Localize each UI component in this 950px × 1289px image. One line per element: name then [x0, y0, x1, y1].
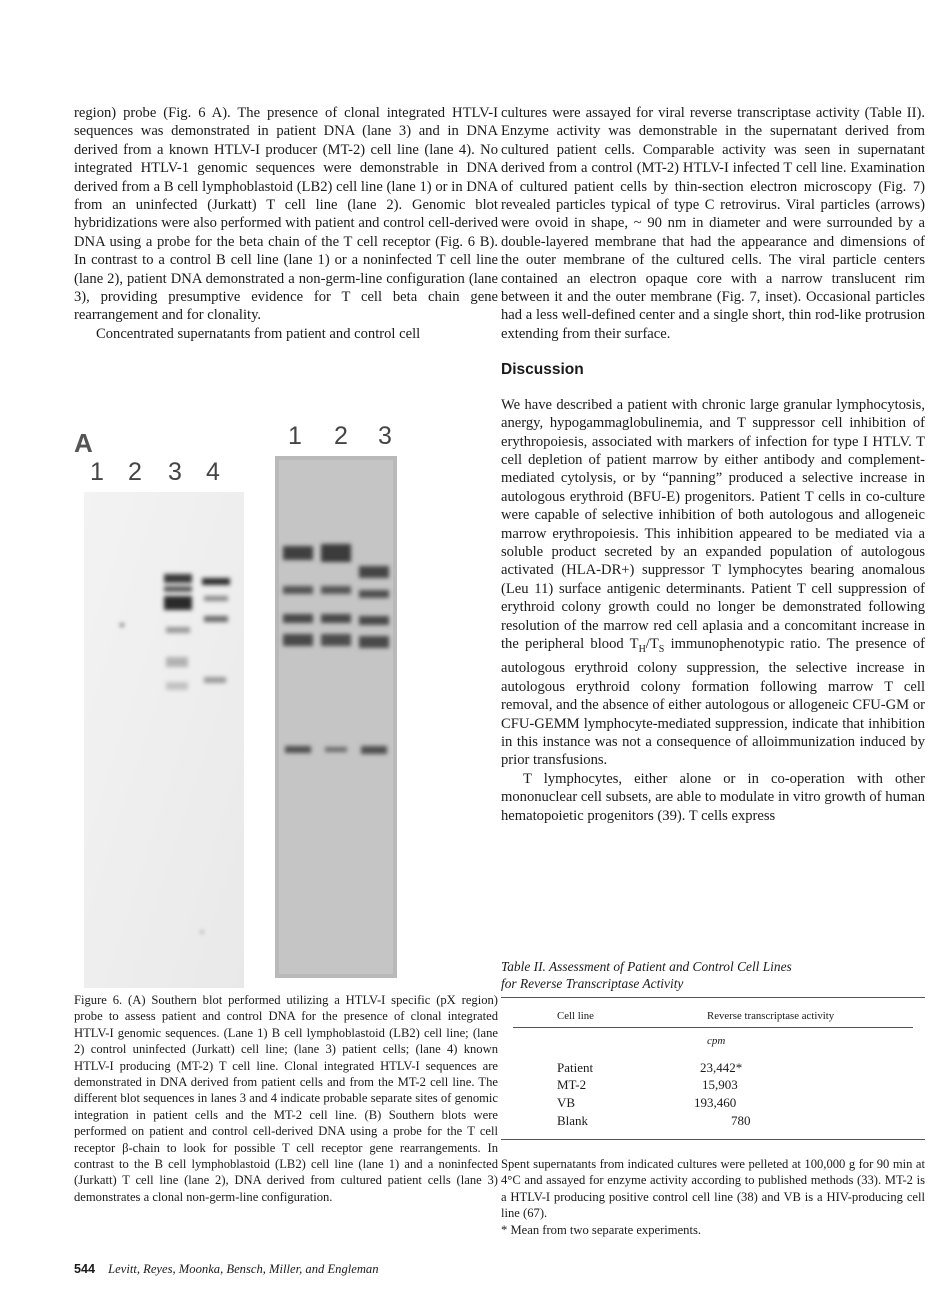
blot-band [204, 616, 228, 622]
panel-a-lane-label: 3 [168, 458, 182, 486]
panel-a-lane-label: 2 [128, 458, 142, 486]
table-row-value: 23,442* [700, 1060, 743, 1075]
table-top-rule [501, 997, 925, 998]
table-bottom-rule [501, 1139, 925, 1140]
blot-band [164, 586, 192, 592]
southern-blot-panel-b [275, 456, 397, 978]
blot-band [202, 578, 230, 585]
blot-band [359, 590, 389, 598]
table-unit: cpm [707, 1035, 726, 1047]
table-row-value: 780 [731, 1113, 751, 1128]
southern-blot-panel-a [84, 492, 244, 988]
table-row-value: 15,903 [702, 1077, 738, 1092]
blot-band [361, 746, 387, 754]
section-heading-discussion: Discussion [501, 361, 584, 379]
blot-band [325, 747, 347, 752]
panel-a-lane-label: 4 [206, 458, 220, 486]
blot-band [321, 634, 351, 646]
left-column [74, 104, 498, 343]
table-row-label: Patient [557, 1060, 594, 1075]
right-paragraph-3: T lymphocytes, either alone or in co-operation with other mononuclear cell subsets, are able to modulate in vitro growth of human hematopoietic progenitors (39). T cells express [501, 770, 925, 824]
blot-band [321, 586, 351, 594]
blot-band [285, 746, 311, 753]
blot-band [321, 614, 351, 623]
panel-b-lane-label: 1 [288, 422, 302, 450]
blot-band [359, 616, 389, 625]
left-paragraph-2: Concentrated supernatants from patient and control cell [96, 325, 421, 342]
blot-band [166, 627, 190, 633]
left-paragraph-1: region) probe (Fig. 6 A). The presence of clonal integrated HTLV-I sequences was demonstrated in patient DNA (lane 3) and in DNA derived from a known HTLV-I producer (MT-2) cell line (lane 4). No integrated HTLV-1 genomic sequences were demonstrable in DNA derived from a B cell lymphoblastoid (LB2) cell line (lane 1) or in DNA from an uninfected (Jurkatt) T cell line (lane 2). Genomic blot hybridizations were also performed with patient and control cell-derived DNA using a probe for the beta chain of the T cell receptor (Fig. 6 B). In contrast to a control B cell line (lane 1) or a noninfected T cell line (lane 2), patient DNA demonstrated a non-germ-line configuration (lane 3), providing presumptive evidence for T cell beta chain gene rearrangement and for clonality. [74, 105, 498, 324]
right-paragraph-1: cultures were assayed for viral reverse transcriptase activity (Table II). Enzyme activity was demonstrable in the supernatant derived from cultured patient cells. Comparable activity was seen in supernatant derived from a control (MT-2) HTLV-I infected T cell line. Examination of cultured patient cells by thin-section electron microscopy (Fig. 7) revealed particles typical of type C retrovirus. Viral particles (arrows) were ovoid in shape, ~ 90 nm in diameter and were surrounded by a double-layered membrane that had the appearance and dimensions of the outer membrane of the cultured cells. The viral particle centers contained an electron opaque core with a narrow translucent rim between it and the outer membrane (Fig. 7, inset). Occasional particles had a less well-defined center and a single short, thin rod-like protrusion extending from their surface. [501, 105, 925, 342]
blot-band [283, 614, 313, 623]
blot-band [359, 566, 389, 578]
panel-b-lane-label: 2 [334, 422, 348, 450]
blot-speck [120, 623, 124, 627]
blot-band [164, 574, 192, 583]
blot-speck [201, 931, 204, 934]
table-row-label: VB [557, 1095, 576, 1110]
page-number: 544 [74, 1262, 96, 1276]
page-footer [74, 1262, 379, 1277]
table-header-rule [513, 1027, 913, 1028]
footer-authors: Levitt, Reyes, Moonka, Bensch, Miller, and Engleman [108, 1262, 379, 1276]
blot-band [359, 636, 389, 648]
blot-band [283, 586, 313, 594]
blot-band [283, 634, 313, 646]
blot-band [283, 546, 313, 560]
table-title: Table II. Assessment of Patient and Control Cell Lines for Reverse Transcriptase Activity [501, 959, 792, 991]
right-column [501, 104, 925, 825]
table-row-label: MT-2 [557, 1077, 587, 1092]
figure-6-caption: Figure 6. (A) Southern blot performed utilizing a HTLV-I specific (pX region) probe to assess patient and control DNA for the presence of clonal integrated HTLV-I genomic sequences. (Lane 1) B cell lymphoblastoid (LB2) cell line; (lane 2) control uninfected (Jurkatt) cell line; (lane 3) patient cells; (lane 4) known HTLV-I producing (MT-2) T cell line. Clonal integrated HTLV-I sequences are demonstrated in DNA derived from patient cells and from the MT-2 cell line. The different blot sequences in lanes 3 and 4 indicate probable separate sites of genomic integration in patient cells and the MT-2 cell line. (B) Southern blots were performed on patient and control cell-derived DNA using a probe for the T cell receptor β-chain to look for possible T cell receptor gene rearrangements. In contrast to the B cell lymphoblastoid (LB2) cell line (lane 1) and a noninfected (Jurkatt) T cell line (lane 2), DNA derived from cultured patient cells (lane 3) demonstrates a clonal non-germ-line configuration. [74, 993, 498, 1204]
panel-a-label: A [74, 428, 93, 458]
table-row-value: 193,460 [694, 1095, 737, 1110]
blot-band [321, 544, 351, 562]
table-row-label: Blank [557, 1113, 589, 1128]
table-header-cell-line: Cell line [557, 1010, 594, 1022]
blot-band [166, 657, 188, 667]
panel-b-lane-label: 3 [378, 422, 392, 450]
table-note: Spent supernatants from indicated cultures were pelleted at 100,000 g for 90 min at 4°C and assayed for enzyme activity according to published methods (33). MT-2 is a HTLV-I producing positive control cell line (38) and VB is a HIV-producing cell line (67). * Mean from two separate experiments. [501, 1157, 925, 1237]
figure-6 [74, 420, 498, 990]
blot-band [204, 677, 226, 683]
blot-band [166, 682, 188, 690]
table-header-activity: Reverse transcriptase activity [707, 1010, 835, 1022]
right-paragraph-2: We have described a patient with chronic large granular lymphocytosis, anergy, hypogammaglobulinemia, and T suppressor cell inhibition of erythropoiesis, associated with markers of infection for type I HTLV. T cell depletion of patient marrow by either antibody and complement-mediated cytolysis, or by “panning” produced a selective increase in autologous erythroid (BFU-E) progenitors. Patient T cells in co-culture were capable of selective inhibition of both autologous and allogeneic marrow erythropoiesis. This inhibition appeared to be mediated via a soluble product secreted by an expanded population of autologous activated (HLA-DR+) suppressor T lymphocytes bearing anomalous (Leu 11) surface antigenic determinants. Patient T cell suppression of erythroid colony growth could no longer be demonstrated following resolution of the marrow red cell aplasia and a concomitant increase in the peripheral blood $T_H/T_S$ immunophenotypic ratio. The presence of autologous erythroid colony suppression, the selective increase in autologous erythroid colony formation following marrow T cell removal, and the absence of either autologous or allogeneic CFU-GM or CFU-GEMM lymphocyte-mediated suppression, indicate that inhibition in this instance was not a consequence of alloimmunization induced by prior transfusions. [501, 396, 925, 769]
blot-band [164, 596, 192, 610]
panel-a-lane-label: 1 [90, 458, 104, 486]
blot-band [204, 596, 228, 601]
